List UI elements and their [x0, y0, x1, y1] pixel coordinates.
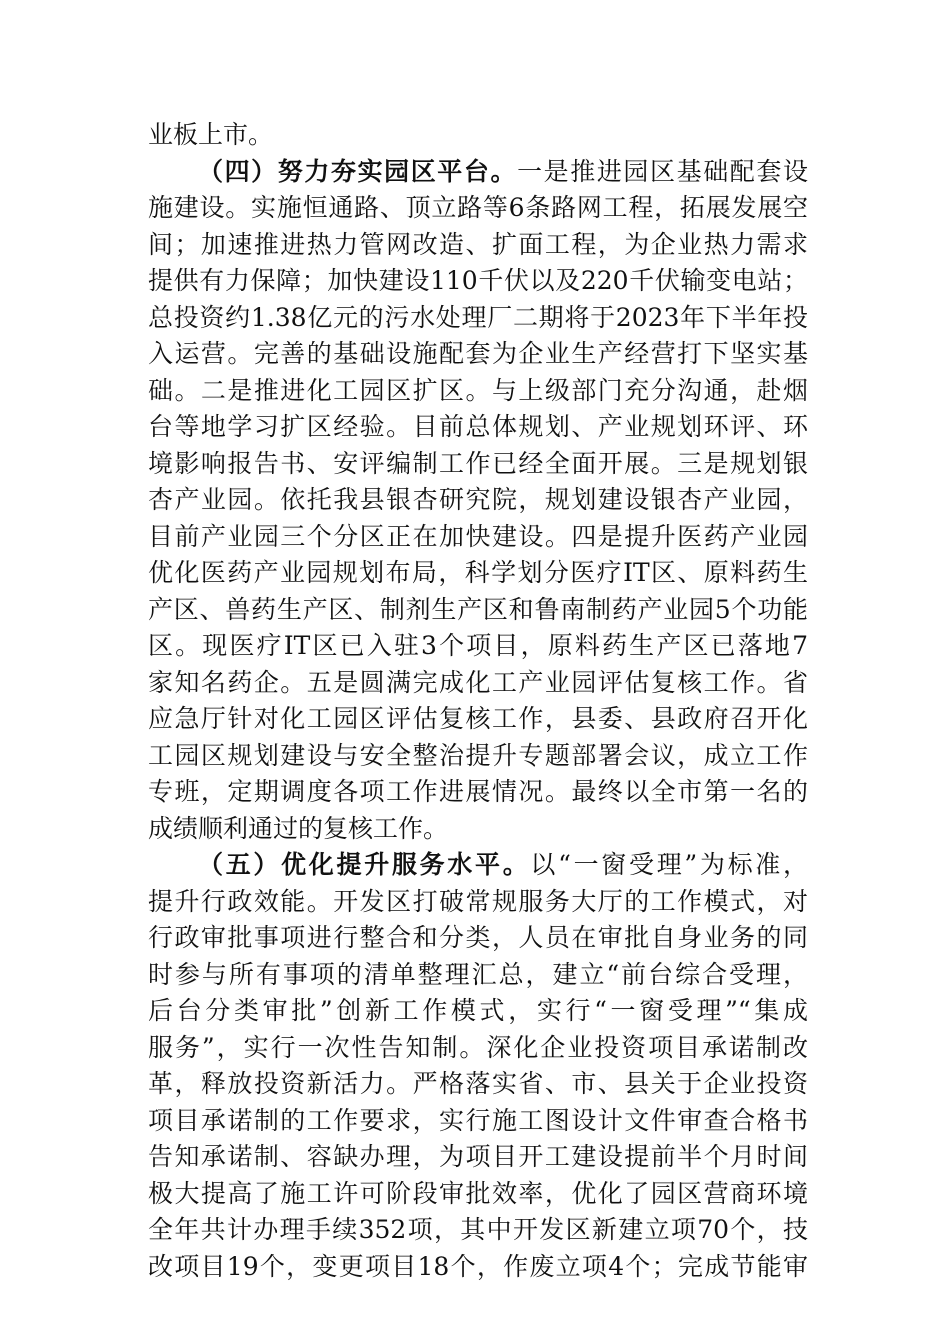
text-line: 应急厅针对化工园区评估复核工作，县委、县政府召开化 [148, 704, 808, 733]
text-line: 入运营。完善的基础设施配套为企业生产经营打下坚实基 [148, 339, 808, 368]
text-line: 区。现医疗IT区已入驻3个项目，原料药生产区已落地7 [148, 631, 808, 660]
text-line: 专班，定期调度各项工作进展情况。最终以全市第一名的 [148, 777, 808, 806]
text-line: 行政审批事项进行整合和分类，人员在审批自身业务的同 [148, 923, 808, 952]
text-line: 杏产业园。依托我县银杏研究院，规划建设银杏产业园， [148, 485, 808, 514]
text-line: 提供有力保障；加快建设110千伏以及220千伏输变电站； [148, 266, 808, 295]
section-heading: （四）努力夯实园区平台。 [198, 156, 518, 186]
text-line: 工园区规划建设与安全整治提升专题部署会议，成立工作 [148, 740, 808, 770]
text-line: 境影响报告书、安评编制工作已经全面开展。三是规划银 [148, 448, 808, 478]
text-line: 础。二是推进化工园区扩区。与上级部门充分沟通，赴烟 [148, 375, 808, 405]
text-line: 间；加速推进热力管网改造、扩面工程，为企业热力需求 [148, 229, 808, 259]
text-line: 总投资约1.38亿元的污水处理厂二期将于2023年下半年投 [148, 302, 808, 332]
text-line: 服务”，实行一次性告知制。深化企业投资项目承诺制改 [148, 1032, 808, 1062]
text-line: 目前产业园三个分区正在加快建设。四是提升医药产业园 [148, 521, 808, 551]
text-line: 后台分类审批”创新工作模式，实行“一窗受理”“集成 [148, 996, 808, 1025]
text-line: 业板上市。 [148, 120, 274, 149]
text-line: 台等地学习扩区经验。目前总体规划、产业规划环评、环 [148, 412, 808, 441]
section-heading-line: （五）优化提升服务水平。以“一窗受理”为标准， [198, 850, 808, 879]
text-line: 告知承诺制、容缺办理，为项目开工建设提前半个月时间 [148, 1142, 808, 1171]
text-line: 时参与所有事项的清单整理汇总，建立“前台综合受理， [148, 959, 808, 989]
text-line: 施建设。实施恒通路、顶立路等6条路网工程，拓展发展空 [148, 193, 808, 222]
text-line: 优化医药产业园规划布局，科学划分医疗IT区、原料药生 [148, 558, 808, 587]
text-line: 革，释放投资新活力。严格落实省、市、县关于企业投资 [148, 1069, 808, 1098]
text-line: 产区、兽药生产区、制剂生产区和鲁南制药产业园5个功能 [148, 594, 808, 624]
text-line: 极大提高了施工许可阶段审批效率，优化了园区营商环境 [148, 1178, 808, 1208]
text-line: 全年共计办理手续352项，其中开发区新建立项70个，技 [148, 1215, 808, 1244]
section-heading: （五）优化提升服务水平。 [198, 850, 531, 879]
document-body [148, 117, 808, 1285]
text-line: 改项目19个，变更项目18个，作废立项4个；完成节能审 [148, 1251, 808, 1281]
text-line: 提升行政效能。开发区打破常规服务大厅的工作模式，对 [148, 886, 808, 916]
section-heading-line: （四）努力夯实园区平台。一是推进园区基础配套设 [198, 156, 808, 186]
text-line: 项目承诺制的工作要求，实行施工图设计文件审查合格书 [148, 1105, 808, 1135]
text-line: 家知名药企。五是圆满完成化工产业园评估复核工作。省 [148, 667, 808, 697]
text-line: 成绩顺利通过的复核工作。 [148, 813, 449, 843]
